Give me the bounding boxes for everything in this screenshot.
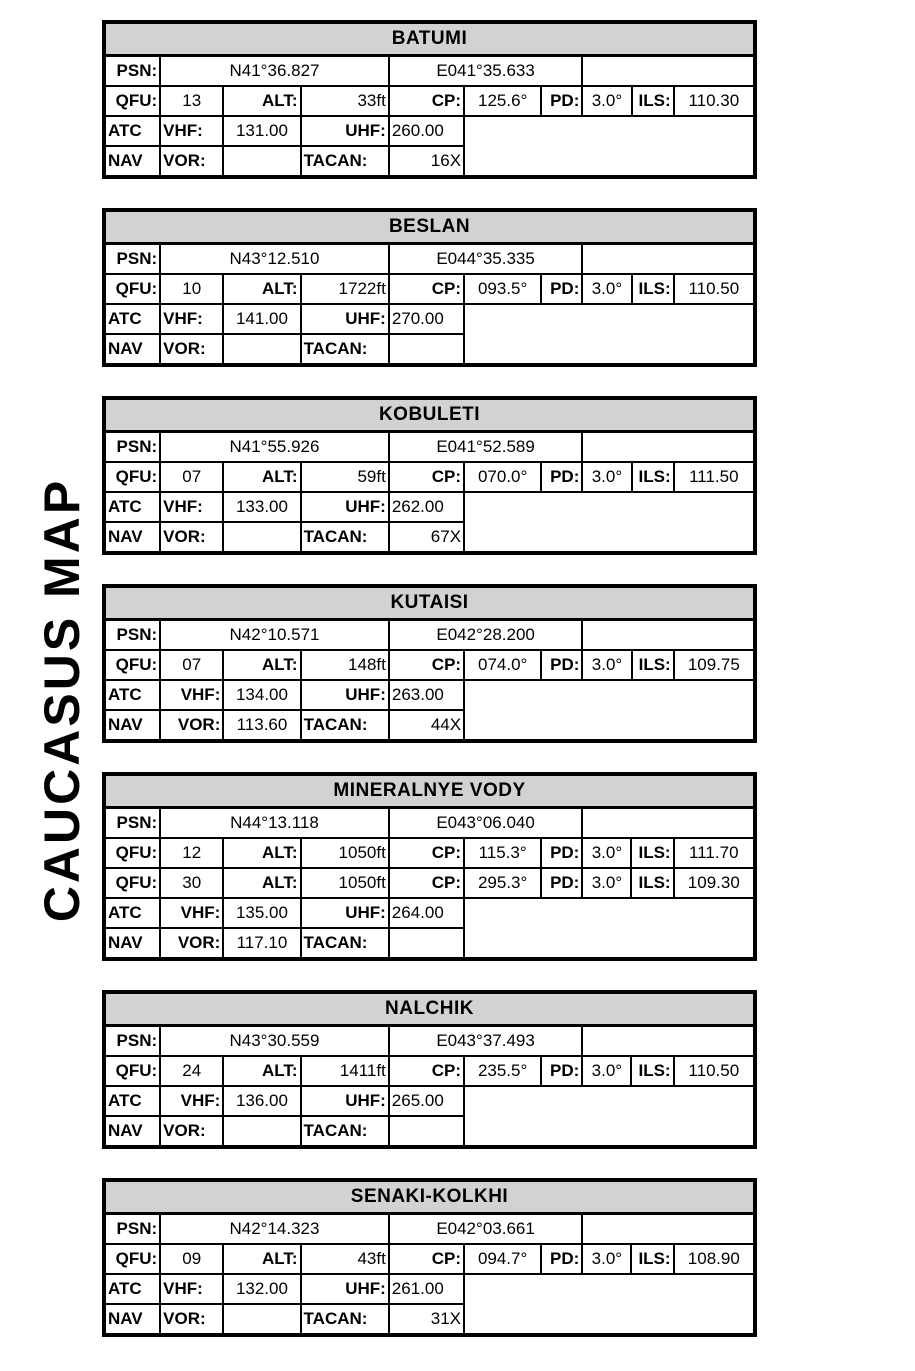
- qfu-value: 07: [160, 650, 223, 680]
- psn-empty-cell: [582, 1214, 755, 1245]
- vhf-label: VHF:: [160, 898, 223, 928]
- airfield-name: MINERALNYE VODY: [104, 774, 755, 808]
- vor-value: [223, 1304, 300, 1335]
- vor-label: VOR:: [160, 710, 223, 741]
- atc-nav-empty-cell: [464, 304, 755, 365]
- vor-label: VOR:: [160, 928, 223, 959]
- atc-label: ATC: [104, 492, 160, 522]
- ils-value: 110.30: [674, 86, 755, 116]
- psn-label: PSN:: [104, 1214, 160, 1245]
- ils-value: 108.90: [674, 1244, 755, 1274]
- vhf-value: 135.00: [223, 898, 300, 928]
- pd-value: 3.0°: [582, 1056, 631, 1086]
- qfu-label: QFU:: [104, 868, 160, 898]
- airfield-name: KUTAISI: [104, 586, 755, 620]
- vhf-label: VHF:: [160, 1086, 223, 1116]
- tacan-value: [389, 334, 464, 365]
- ils-label: ILS:: [632, 274, 674, 304]
- ils-value: 111.50: [674, 462, 755, 492]
- psn-empty-cell: [582, 1026, 755, 1057]
- pd-value: 3.0°: [582, 1244, 631, 1274]
- pd-label: PD:: [541, 86, 582, 116]
- tacan-value: [389, 928, 464, 959]
- psn-empty-cell: [582, 808, 755, 839]
- ils-value: 109.30: [674, 868, 755, 898]
- pd-label: PD:: [541, 274, 582, 304]
- tacan-label: TACAN:: [301, 334, 389, 365]
- atc-label: ATC: [104, 304, 160, 334]
- airfield-name: KOBULETI: [104, 398, 755, 432]
- atc-nav-empty-cell: [464, 1274, 755, 1335]
- tacan-label: TACAN:: [301, 522, 389, 553]
- qfu-value: 07: [160, 462, 223, 492]
- uhf-label: UHF:: [301, 304, 389, 334]
- uhf-label: UHF:: [301, 492, 389, 522]
- psn-longitude: E042°28.200: [389, 620, 583, 651]
- pd-label: PD:: [541, 1056, 582, 1086]
- cp-label: CP:: [389, 1244, 464, 1274]
- vhf-value: 131.00: [223, 116, 300, 146]
- vor-value: [223, 334, 300, 365]
- psn-label: PSN:: [104, 620, 160, 651]
- nav-label: NAV: [104, 928, 160, 959]
- vor-value: [223, 522, 300, 553]
- psn-empty-cell: [582, 432, 755, 463]
- tacan-label: TACAN:: [301, 146, 389, 177]
- alt-label: ALT:: [223, 462, 300, 492]
- airfield-name: BESLAN: [104, 210, 755, 244]
- airfield-table-nalchik: [102, 990, 757, 1149]
- psn-latitude: N43°30.559: [160, 1026, 389, 1057]
- alt-label: ALT:: [223, 868, 300, 898]
- vhf-label: VHF:: [160, 680, 223, 710]
- uhf-value: 264.00: [389, 898, 464, 928]
- alt-value: 1411ft: [301, 1056, 389, 1086]
- psn-longitude: E043°06.040: [389, 808, 583, 839]
- alt-label: ALT:: [223, 1244, 300, 1274]
- pd-value: 3.0°: [582, 86, 631, 116]
- cp-value: 115.3°: [464, 838, 541, 868]
- vor-value: [223, 1116, 300, 1147]
- vhf-value: 133.00: [223, 492, 300, 522]
- psn-label: PSN:: [104, 1026, 160, 1057]
- tacan-label: TACAN:: [301, 1304, 389, 1335]
- airfield-table-mineralnye-vody: [102, 772, 757, 961]
- vhf-label: VHF:: [160, 116, 223, 146]
- tacan-label: TACAN:: [301, 928, 389, 959]
- cp-label: CP:: [389, 274, 464, 304]
- ils-label: ILS:: [632, 650, 674, 680]
- nav-label: NAV: [104, 1116, 160, 1147]
- alt-value: 43ft: [301, 1244, 389, 1274]
- pd-label: PD:: [541, 650, 582, 680]
- airfield-table-beslan: [102, 208, 757, 367]
- atc-label: ATC: [104, 898, 160, 928]
- ils-value: 110.50: [674, 274, 755, 304]
- qfu-value: 09: [160, 1244, 223, 1274]
- vor-value: [223, 146, 300, 177]
- psn-latitude: N41°55.926: [160, 432, 389, 463]
- uhf-label: UHF:: [301, 116, 389, 146]
- pd-label: PD:: [541, 1244, 582, 1274]
- psn-label: PSN:: [104, 244, 160, 275]
- alt-label: ALT:: [223, 274, 300, 304]
- alt-value: 1722ft: [301, 274, 389, 304]
- qfu-label: QFU:: [104, 650, 160, 680]
- atc-nav-empty-cell: [464, 116, 755, 177]
- psn-longitude: E041°35.633: [389, 56, 583, 87]
- psn-empty-cell: [582, 56, 755, 87]
- qfu-label: QFU:: [104, 1056, 160, 1086]
- atc-nav-empty-cell: [464, 680, 755, 741]
- cp-label: CP:: [389, 1056, 464, 1086]
- airfield-table-kobuleti: [102, 396, 757, 555]
- cp-label: CP:: [389, 86, 464, 116]
- airfield-table-senaki-kolkhi: [102, 1178, 757, 1337]
- tacan-value: 67X: [389, 522, 464, 553]
- ils-value: 110.50: [674, 1056, 755, 1086]
- alt-value: 59ft: [301, 462, 389, 492]
- uhf-label: UHF:: [301, 1274, 389, 1304]
- airfield-table-kutaisi: [102, 584, 757, 743]
- cp-value: 125.6°: [464, 86, 541, 116]
- uhf-value: 262.00: [389, 492, 464, 522]
- pd-value: 3.0°: [582, 838, 631, 868]
- vor-value: 117.10: [223, 928, 300, 959]
- vor-label: VOR:: [160, 1304, 223, 1335]
- ils-label: ILS:: [632, 86, 674, 116]
- atc-nav-empty-cell: [464, 1086, 755, 1147]
- tacan-label: TACAN:: [301, 710, 389, 741]
- tacan-label: TACAN:: [301, 1116, 389, 1147]
- tacan-value: 31X: [389, 1304, 464, 1335]
- pd-label: PD:: [541, 868, 582, 898]
- cp-value: 074.0°: [464, 650, 541, 680]
- nav-label: NAV: [104, 522, 160, 553]
- nav-label: NAV: [104, 334, 160, 365]
- nav-label: NAV: [104, 1304, 160, 1335]
- alt-label: ALT:: [223, 1056, 300, 1086]
- psn-latitude: N43°12.510: [160, 244, 389, 275]
- ils-label: ILS:: [631, 868, 673, 898]
- tacan-value: 16X: [389, 146, 464, 177]
- atc-label: ATC: [104, 1274, 160, 1304]
- cp-value: 235.5°: [464, 1056, 541, 1086]
- qfu-label: QFU:: [104, 462, 160, 492]
- psn-longitude: E041°52.589: [389, 432, 583, 463]
- vhf-value: 141.00: [223, 304, 300, 334]
- atc-label: ATC: [104, 116, 160, 146]
- psn-longitude: E042°03.661: [389, 1214, 583, 1245]
- pd-value: 3.0°: [582, 868, 631, 898]
- cp-label: CP:: [389, 650, 464, 680]
- cp-label: CP:: [389, 462, 464, 492]
- uhf-value: 260.00: [389, 116, 464, 146]
- qfu-value: 10: [160, 274, 223, 304]
- nav-label: NAV: [104, 710, 160, 741]
- tacan-value: 44X: [389, 710, 464, 741]
- psn-latitude: N42°14.323: [160, 1214, 389, 1245]
- psn-empty-cell: [582, 244, 755, 275]
- vhf-value: 136.00: [223, 1086, 300, 1116]
- vor-label: VOR:: [160, 334, 223, 365]
- atc-nav-empty-cell: [464, 492, 755, 553]
- alt-label: ALT:: [223, 838, 300, 868]
- qfu-value: 13: [160, 86, 223, 116]
- airfield-name: SENAKI-KOLKHI: [104, 1180, 755, 1214]
- uhf-label: UHF:: [301, 1086, 389, 1116]
- psn-label: PSN:: [104, 808, 160, 839]
- alt-label: ALT:: [223, 86, 300, 116]
- atc-label: ATC: [104, 680, 160, 710]
- qfu-label: QFU:: [104, 86, 160, 116]
- vor-value: 113.60: [223, 710, 300, 741]
- pd-value: 3.0°: [582, 650, 631, 680]
- cp-value: 093.5°: [464, 274, 541, 304]
- tacan-value: [389, 1116, 464, 1147]
- cp-label: CP:: [389, 838, 464, 868]
- vhf-value: 134.00: [223, 680, 300, 710]
- psn-label: PSN:: [104, 432, 160, 463]
- page-title-vertical: CAUCASUS MAP: [34, 477, 90, 923]
- qfu-label: QFU:: [104, 274, 160, 304]
- uhf-label: UHF:: [301, 898, 389, 928]
- pd-label: PD:: [541, 462, 582, 492]
- qfu-label: QFU:: [104, 1244, 160, 1274]
- airfield-table-batumi: [102, 20, 757, 179]
- uhf-value: 265.00: [389, 1086, 464, 1116]
- airfield-tables-column: [102, 20, 762, 1366]
- pd-value: 3.0°: [582, 462, 631, 492]
- uhf-value: 270.00: [389, 304, 464, 334]
- cp-value: 070.0°: [464, 462, 541, 492]
- ils-label: ILS:: [631, 1244, 673, 1274]
- uhf-value: 261.00: [389, 1274, 464, 1304]
- atc-label: ATC: [104, 1086, 160, 1116]
- cp-value: 094.7°: [464, 1244, 541, 1274]
- psn-longitude: E043°37.493: [389, 1026, 583, 1057]
- pd-label: PD:: [541, 838, 582, 868]
- cp-label: CP:: [389, 868, 464, 898]
- vhf-value: 132.00: [223, 1274, 300, 1304]
- pd-value: 3.0°: [582, 274, 631, 304]
- uhf-label: UHF:: [301, 680, 389, 710]
- qfu-value: 12: [160, 838, 223, 868]
- alt-value: 148ft: [301, 650, 389, 680]
- alt-value: 1050ft: [301, 868, 389, 898]
- ils-label: ILS:: [631, 838, 673, 868]
- airfield-name: BATUMI: [104, 22, 755, 56]
- psn-latitude: N42°10.571: [160, 620, 389, 651]
- psn-latitude: N44°13.118: [160, 808, 389, 839]
- alt-value: 1050ft: [301, 838, 389, 868]
- vor-label: VOR:: [160, 146, 223, 177]
- ils-label: ILS:: [631, 1056, 673, 1086]
- alt-label: ALT:: [223, 650, 300, 680]
- qfu-value: 30: [160, 868, 223, 898]
- airfield-name: NALCHIK: [104, 992, 755, 1026]
- ils-value: 109.75: [674, 650, 755, 680]
- vor-label: VOR:: [160, 522, 223, 553]
- nav-label: NAV: [104, 146, 160, 177]
- psn-longitude: E044°35.335: [389, 244, 583, 275]
- qfu-value: 24: [160, 1056, 223, 1086]
- psn-latitude: N41°36.827: [160, 56, 389, 87]
- vhf-label: VHF:: [160, 304, 223, 334]
- qfu-label: QFU:: [104, 838, 160, 868]
- uhf-value: 263.00: [389, 680, 464, 710]
- vhf-label: VHF:: [160, 492, 223, 522]
- atc-nav-empty-cell: [464, 898, 755, 959]
- alt-value: 33ft: [301, 86, 389, 116]
- cp-value: 295.3°: [464, 868, 541, 898]
- psn-label: PSN:: [104, 56, 160, 87]
- psn-empty-cell: [582, 620, 755, 651]
- ils-value: 111.70: [674, 838, 755, 868]
- vhf-label: VHF:: [160, 1274, 223, 1304]
- vor-label: VOR:: [160, 1116, 223, 1147]
- ils-label: ILS:: [632, 462, 674, 492]
